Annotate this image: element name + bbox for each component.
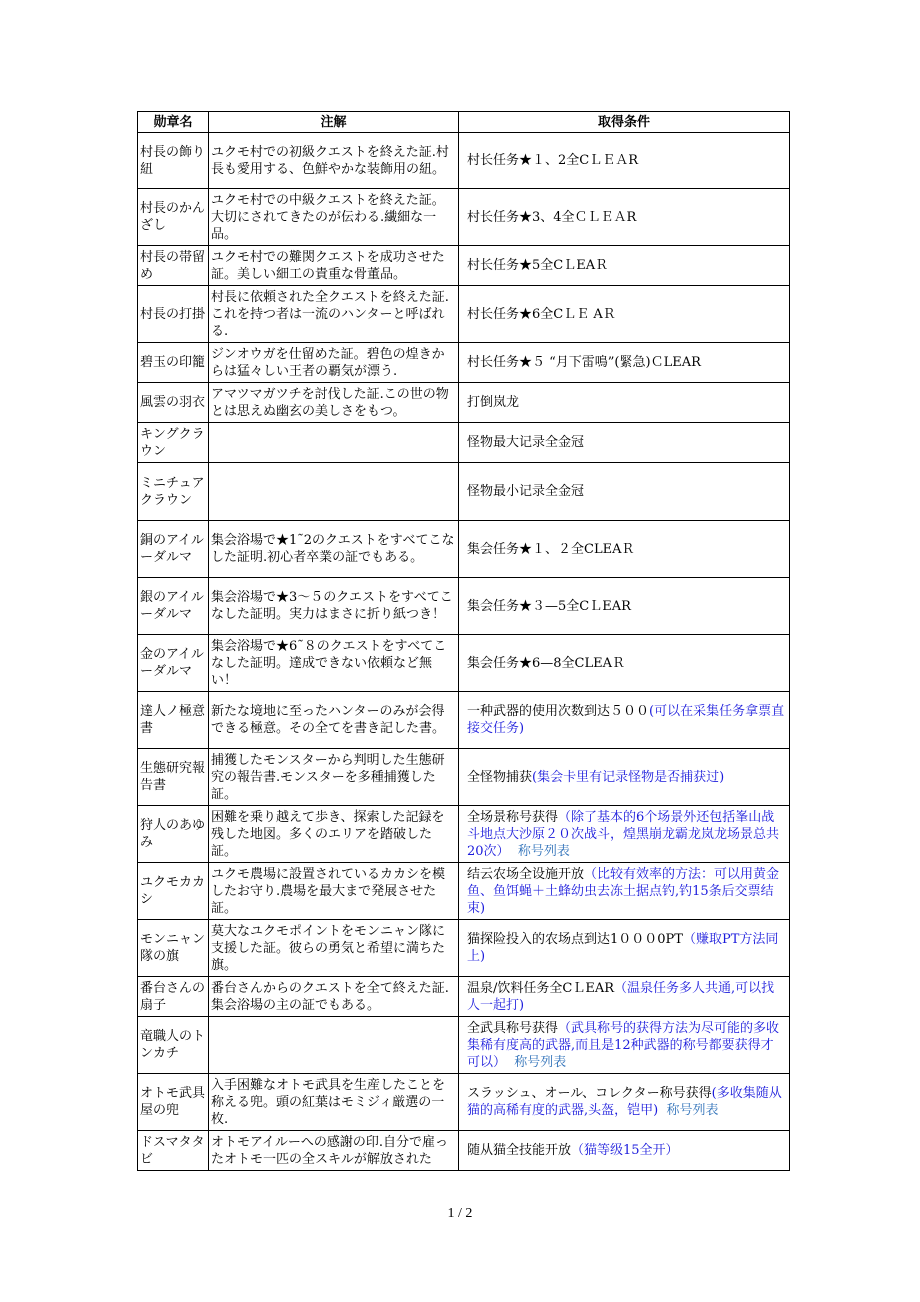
table-row [138,1017,790,1074]
condition-text: 村长任务★５ “月下雷鳴”(緊急)ＣLEAR [467,355,701,370]
table-row [138,189,790,246]
medal-note-cell: 困難を乗り越えて歩き、探索した記録を残した地図。多くのエリアを踏破した証。 [209,806,459,863]
medal-name-cell: 村長の打掛 [138,286,209,343]
condition-text: 随从猫全技能开放 [467,1143,572,1158]
medal-name-cell: 銀のアイルーダルマ [138,578,209,635]
table-row [138,692,790,749]
medal-name-cell: 生態研究報告書 [138,749,209,806]
medal-name-cell: 金のアイルーダルマ [138,635,209,692]
table-row [138,635,790,692]
medal-name-cell: ドスマタタビ [138,1131,209,1171]
medal-note-cell: ユクモ村での難関クエストを成功させた証。美しい細工の貴重な骨董品。 [209,246,459,286]
condition-cell [459,463,790,521]
condition-text: 村长任务★１、2全CＬＥＡR [467,153,639,168]
condition-text: 结云农场全设施开放 [467,866,585,882]
title-list-link[interactable]: 称号列表 [517,843,570,859]
medal-note-cell: 集会浴場で★3～５のクエストをすべてこなした証明。実力はまさに折り紙つき！ [209,578,459,635]
condition-cell [459,578,790,635]
medal-name-cell: オトモ武具屋の兜 [138,1074,209,1131]
table-row [138,1131,790,1171]
medal-note-cell: 集会浴場で★6˜８のクエストをすべてこなした証明。達成できない依頼など無い！ [209,635,459,692]
table-row [138,383,790,423]
condition-text: 集会任务★１、２全CLEAＲ [467,541,635,557]
condition-text: 怪物最小记录全金冠 [467,484,585,499]
condition-text: 全武具称号获得 [467,1020,559,1036]
table-row [138,463,790,521]
medal-note-cell: ジンオウガを仕留めた証。碧色の煌きからは猛々しい王者の覇気が漂う. [209,343,459,383]
medal-note-cell [209,463,459,521]
table-row [138,423,790,463]
medal-name-cell: 竜職人のトンカチ [138,1017,209,1074]
condition-note: （武具称号的获得方法为尽可能的多收集稀有度高的武器,而且是12种武器的称号都要获得才可以） [467,1020,780,1070]
condition-text: 怪物最大记录全金冠 [467,435,585,450]
medal-table [137,111,790,1171]
condition-cell [459,1131,790,1171]
condition-note: (多收集随从猫的高稀有度的武器,头盔，铠甲) [467,1086,782,1118]
table-header-row [138,112,790,133]
condition-cell [459,423,790,463]
table-row [138,521,790,578]
medal-name-cell: 狩人のあゆみ [138,806,209,863]
condition-cell [459,806,790,863]
condition-text: 村长任务★6全CＬＥ AＲ [467,306,616,322]
medal-name-cell: キングクラウン [138,423,209,463]
medal-note-cell: 番台さんからのクエストを全て終えた証.集会浴場の主の証でもある。 [209,977,459,1017]
table-body [138,133,790,1171]
medal-name-cell: 村長のかんざし [138,189,209,246]
medal-name-cell: 村長の帯留め [138,246,209,286]
medal-name-cell: 村長の飾り紐 [138,133,209,189]
condition-note: (可以在采集任务拿票直接交任务) [467,704,785,736]
condition-note: （猫等级15全开） [571,1143,679,1158]
medal-note-cell: 莫大なユクモポイントをモンニャン隊に支援した証。彼らの勇気と希望に満ちた旗。 [209,920,459,977]
condition-cell [459,920,790,977]
table-row [138,578,790,635]
condition-cell [459,521,790,578]
medal-note-cell: ユクモ農場に設置されているカカシを模したお守り.農場を最大まで発展させた証。 [209,863,459,920]
condition-note: （比较有效率的方法：可以用黄金鱼、鱼饵蝇＋土蜂幼虫去冻土据点钓,钓15条后交票结束) [467,866,780,916]
condition-cell [459,189,790,246]
condition-cell [459,692,790,749]
condition-cell [459,383,790,423]
table-row [138,977,790,1017]
condition-cell [459,343,790,383]
table-row [138,749,790,806]
medal-name-cell: ユクモカカシ [138,863,209,920]
condition-note: （除了基本的6个场景外还包括峯山战斗地点大沙原２０次战斗，煌黑崩龙霸龙岚龙场景总共20次） [467,809,780,859]
table-row [138,246,790,286]
condition-cell [459,977,790,1017]
table-row [138,343,790,383]
page-number: 1 / 2 [447,1206,473,1221]
condition-cell [459,863,790,920]
medal-note-cell: 捕獲したモンスターから判明した生態研究の報告書.モンスターを多種捕獲した証。 [209,749,459,806]
medal-name-cell: ミニチュアクラウン [138,463,209,521]
header-note: 注解 [209,112,459,133]
table-row [138,806,790,863]
medal-name-cell: 銅のアイルーダルマ [138,521,209,578]
condition-cell [459,1074,790,1131]
medal-note-cell: アマツマガツチを討伐した証.この世の物とは思えぬ幽玄の美しさをもつ。 [209,383,459,423]
condition-note: (集会卡里有记录怪物是否捕获过) [532,769,725,785]
medal-note-cell: 村長に依頼された全クエストを終えた証.これを持つ者は一流のハンターと呼ばれる. [209,286,459,343]
condition-cell [459,133,790,189]
condition-cell [459,1017,790,1074]
medal-note-cell: ユクモ村での初級クエストを終えた証.村長も愛用する、色鮮やかな装飾用の紐。 [209,133,459,189]
table-row [138,133,790,189]
medal-note-cell: 新たな境地に至ったハンターのみが会得できる極意。その全てを書き記した書。 [209,692,459,749]
condition-text: 村长任务★3、4全ＣＬＥＡR [467,209,637,225]
condition-text: 全场景称号获得 [467,809,559,825]
medal-note-cell [209,1017,459,1074]
medal-note-cell [209,423,459,463]
condition-text: スラッシュ、オール、コレクター称号获得 [467,1086,712,1101]
condition-text: 全怪物捕获 [467,769,533,785]
condition-text: 一种武器的使用次数到达５００ [467,704,650,719]
condition-text: 村长任务★5全CＬEAＲ [467,258,609,273]
condition-cell [459,286,790,343]
medal-note-cell: 集会浴場で★1˜2のクエストをすべてこなした証明.初心者卒業の証でもある。 [209,521,459,578]
condition-text: 集会任务★6—8全CLEAＲ [467,655,625,671]
condition-text: 猫探险投入的农场点到达1０００0PT [467,932,683,947]
medal-name-cell: 番台さんの扇子 [138,977,209,1017]
condition-cell [459,635,790,692]
title-list-link[interactable]: 称号列表 [666,1103,719,1118]
table-row [138,920,790,977]
header-condition: 取得条件 [459,112,790,133]
condition-text: 温泉/饮料任务全CＬEAR [467,980,614,996]
medal-name-cell: 碧玉の印籠 [138,343,209,383]
table-row [138,1074,790,1131]
header-medal-name: 勋章名 [138,112,209,133]
condition-text: 打倒岚龙 [467,395,520,410]
medal-name-cell: 風雲の羽衣 [138,383,209,423]
table-row [138,286,790,343]
medal-name-cell: モンニャン隊の旗 [138,920,209,977]
medal-name-cell: 達人ノ極意書 [138,692,209,749]
title-list-link[interactable]: 称号列表 [514,1054,567,1070]
condition-cell [459,246,790,286]
condition-text: 集会任务★３—5全CＬEAR [467,598,631,614]
medal-note-cell: ユクモ村での中級クエストを終えた証。大切にされてきたのが伝わる.繊細な一品。 [209,189,459,246]
condition-cell [459,749,790,806]
medal-note-cell: 入手困難なオトモ武具を生産したことを称える兜。頭の紅葉はモミジィ厳選の一枚. [209,1074,459,1131]
condition-note: （赚取PT方法同上) [467,932,779,964]
medal-note-cell: オトモアイルーへの感謝の印.自分で雇ったオトモ一匹の全スキルが解放された [209,1131,459,1171]
table-row [138,863,790,920]
condition-note: （温泉任务多人共通,可以找人一起打) [467,980,775,1013]
